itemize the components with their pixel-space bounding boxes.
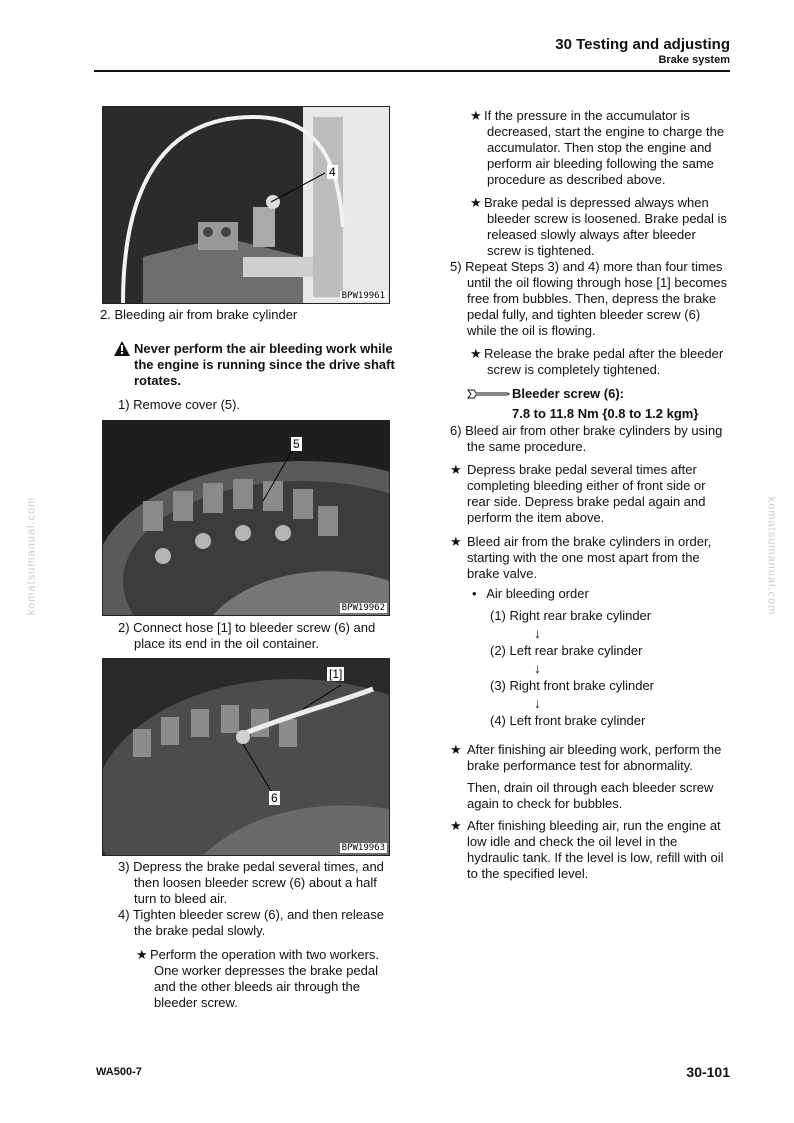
watermark-left: komatsumanual.com: [25, 496, 38, 616]
step-5: 5) Repeat Steps 3) and 4) more than four times until the oil flowing through hose [1] becomes free from bubbles. Then, depress the brake pedal fully, and tighten bleeder screw (6) while the oil is flowing.: [450, 259, 728, 338]
section-subtitle: Brake system: [658, 54, 730, 66]
order-item-1: (1) Right rear brake cylinder: [490, 608, 652, 623]
step-4: 4) Tighten bleeder screw (6), and then release the brake pedal slowly.: [118, 907, 384, 938]
photo-hose-connection: [102, 658, 390, 856]
star-icon: ★: [470, 108, 482, 123]
note-bleed-order: ★ Bleed air from the brake cylinders in order, starting with the one most apart from the brake valve.: [450, 534, 712, 581]
note-depress-pedal: ★ Depress brake pedal several times after completing bleeding either of front side or rear side. Depress brake pedal again and perform the item above.: [450, 462, 706, 525]
order-item-3: (3) Right front brake cylinder: [490, 678, 655, 693]
note-accumulator: ★ If the pressure in the accumulator is decreased, start the engine to charge the accumulator. Then stop the engine and perform air bleeding following the same procedure as described above.: [470, 108, 725, 187]
header-rule: [94, 70, 730, 72]
star-icon: ★: [450, 534, 462, 549]
step-2-heading: 2. Bleeding air from brake cylinder: [100, 307, 298, 322]
order-item-2: (2) Left rear brake cylinder: [490, 643, 643, 658]
note-brake-pedal: ★ Brake pedal is depressed always when bleeder screw is loosened. Brake pedal is released slowly always after bleeder screw is tightened.: [470, 195, 727, 258]
watermark-right: komatsumanual.com: [765, 496, 778, 616]
warning-text: Never perform the air bleeding work while the engine is running since the drive shaft rotates.: [134, 341, 395, 388]
down-arrow-icon: ↓: [534, 625, 541, 641]
step-6: 6) Bleed air from other brake cylinders by using the same procedure.: [450, 423, 723, 454]
step-3: 3) Depress the brake pedal several times, and then loosen bleeder screw (6) about a half turn to bleed air.: [118, 859, 384, 906]
star-icon: ★: [450, 462, 462, 477]
photo-brake-bleeder-location: [102, 106, 390, 304]
step-1: 1) Remove cover (5).: [118, 397, 241, 412]
machine-model: WA500-7: [96, 1066, 142, 1078]
warning-icon: [114, 341, 130, 361]
photo-code: BPW19962: [341, 603, 385, 613]
note-release-pedal: ★ Release the brake pedal after the bleeder screw is completely tightened.: [470, 346, 724, 377]
photo-cover: [102, 420, 390, 616]
section-title: 30 Testing and adjusting: [555, 36, 730, 53]
order-title: • Air bleeding order: [472, 586, 589, 601]
star-icon: ★: [470, 195, 482, 210]
callout-6: 6: [271, 791, 278, 805]
order-item-4: (4) Left front brake cylinder: [490, 713, 646, 728]
star-icon: ★: [450, 742, 462, 757]
down-arrow-icon: ↓: [534, 695, 541, 711]
star-icon: ★: [136, 947, 148, 962]
callout-hose-1: [1]: [329, 667, 343, 681]
torque-value: 7.8 to 11.8 Nm {0.8 to 1.2 kgm}: [512, 406, 699, 421]
star-icon: ★: [470, 346, 482, 361]
note-performance-test: ★ After finishing air bleeding work, perform the brake performance test for abnormality. Then, drain oil through each bleeder screw again to check for bubbles.: [450, 742, 722, 811]
down-arrow-icon: ↓: [534, 660, 541, 676]
wrench-icon: [466, 387, 510, 406]
photo-code: BPW19961: [341, 291, 385, 301]
step-2: 2) Connect hose [1] to bleeder screw (6) and place its end in the oil container.: [118, 620, 376, 651]
star-icon: ★: [450, 818, 462, 833]
callout-5: 5: [293, 437, 300, 451]
note-two-workers: ★ Perform the operation with two workers. One worker depresses the brake pedal and the other bleeds air through the bleeder screw.: [136, 947, 380, 1010]
note-oil-level: ★ After finishing bleeding air, run the engine at low idle and check the oil level in the hydraulic tank. If the level is low, refill with oil to the specified level.: [450, 818, 724, 881]
photo-code: BPW19963: [341, 843, 385, 853]
page-number: 30-101: [686, 1064, 730, 1080]
bullet-icon: •: [472, 586, 477, 601]
torque-label: Bleeder screw (6):: [512, 386, 624, 401]
callout-4: 4: [329, 165, 336, 179]
